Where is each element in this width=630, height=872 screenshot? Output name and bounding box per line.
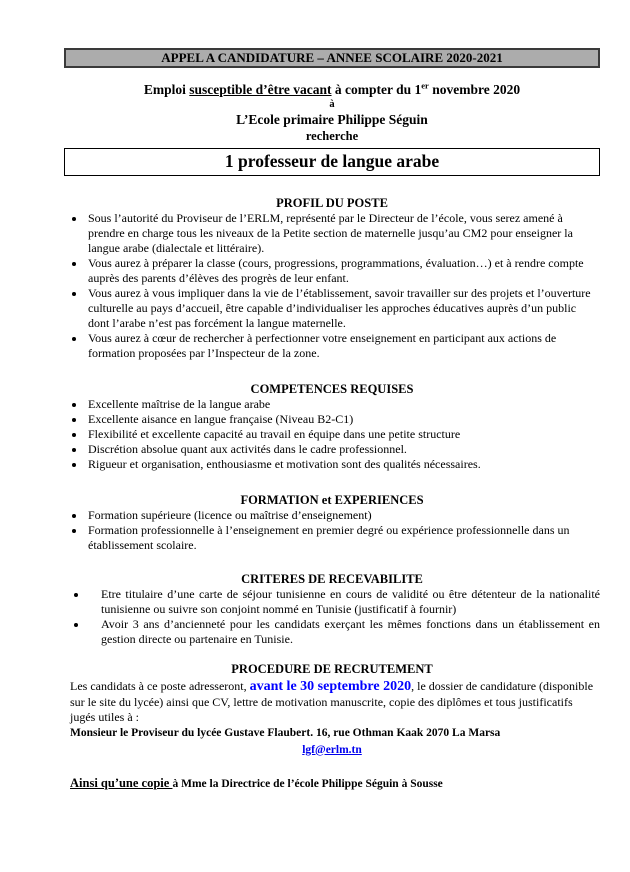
school-name: L’Ecole primaire Philippe Séguin xyxy=(236,112,428,127)
copy-instruction-rest: à Mme la Directrice de l’école Philippe Séguin à Sousse xyxy=(172,777,443,790)
bullet-item: • Excellente aisance en langue française (Niveau B2-C1) xyxy=(86,412,600,427)
section-heading-competences: COMPETENCES REQUISES xyxy=(250,382,414,396)
bullet-item: • Vous aurez à cœur de rechercher à perfectionner votre enseignement en participant aux actions de formation proposées par l’Inspecteur de la zone. xyxy=(86,331,600,361)
ordinal-superscript: er xyxy=(421,80,429,91)
vacancy-line-underlined: susceptible d’être vacant xyxy=(189,82,332,97)
vacancy-line-prefix: Emploi xyxy=(143,82,190,97)
vacancy-line xyxy=(64,82,600,98)
section-heading-profil: PROFIL DU POSTE xyxy=(276,196,388,210)
bullet-item: • Flexibilité et excellente capacité au travail en équipe dans une petite structure xyxy=(86,427,600,442)
bullet-item: • Sous l’autorité du Proviseur de l’ERLM, représenté par le Directeur de l’école, vous serez amené à prendre en charge tous les niveaux de la Petite section de maternelle jusqu’au CM2 pour enseigner la langue arabe (dialectale et littéraire). xyxy=(86,211,600,256)
bullet-item: • Vous aurez à préparer la classe (cours, progressions, programmations, évaluation…) et à rendre compte auprès des parents d’élèves des progrès de leur enfant. xyxy=(86,256,600,286)
section-heading-procedure: PROCEDURE DE RECRUTEMENT xyxy=(231,662,433,676)
email-link[interactable]: lgf@erlm.tn xyxy=(302,743,362,756)
bullet-item: • Excellente maîtrise de la langue arabe xyxy=(86,397,600,412)
preposition-line: à xyxy=(329,99,335,110)
procedure-text-prefix: Les candidats à ce poste adresseront, xyxy=(70,679,250,693)
section-heading-formation: FORMATION et EXPERIENCES xyxy=(240,493,424,507)
recherche-line: recherche xyxy=(305,129,359,143)
position-box xyxy=(64,148,600,176)
formation-bullet-list xyxy=(70,508,600,553)
copy-instruction-underlined: Ainsi qu’une copie xyxy=(70,775,173,790)
section-heading-criteres: CRITERES DE RECEVABILITE xyxy=(241,572,423,586)
procedure-text-suffix: , le dossier de candidature (disponible sur le site du lycée) ainsi que CV, lettre de motivation manuscrite, copie des diplômes et tous justificatifs jugés utiles à : xyxy=(70,679,594,724)
procedure-paragraph xyxy=(64,679,600,726)
vacancy-line-suffix: novembre 2020 xyxy=(428,82,521,97)
bullet-item: • Formation supérieure (licence ou maîtrise d’enseignement) xyxy=(86,508,600,523)
criteres-bullet-list xyxy=(72,587,600,647)
bullet-item: • Avoir 3 ans d’ancienneté pour les candidats exerçant les mêmes fonctions dans un établissement en gestion directe ou partenaire en Tunisie. xyxy=(88,617,600,647)
bullet-item: • Rigueur et organisation, enthousiasme et motivation sont des qualités nécessaires. xyxy=(86,457,600,472)
header-banner-text: APPEL A CANDIDATURE – ANNEE SCOLAIRE 2020-2021 xyxy=(161,50,503,65)
profil-bullet-list xyxy=(70,211,600,361)
bullet-item: • Discrétion absolue quant aux activités dans le cadre professionnel. xyxy=(86,442,600,457)
competences-bullet-list xyxy=(70,397,600,472)
vacancy-line-mid: à compter du 1 xyxy=(331,82,422,97)
position-title: 1 professeur de langue arabe xyxy=(224,151,440,171)
bullet-item: • Vous aurez à vous impliquer dans la vie de l’établissement, savoir travailler sur des projets et l’ouverture culturelle au pays d’accueil, être capable d’individualiser les approches éducatives auprès d’un public dont l’arabe n’est pas forcément la langue maternelle. xyxy=(86,286,600,331)
copy-instruction xyxy=(64,775,600,792)
vacancy-intro xyxy=(64,82,600,144)
bullet-item: • Formation professionnelle à l’enseignement en premier degré ou expérience professionnelle dans un établissement scolaire. xyxy=(86,523,600,553)
application-deadline: avant le 30 septembre 2020 xyxy=(249,679,412,694)
email-line xyxy=(64,741,600,758)
recipient-address: Monsieur le Proviseur du lycée Gustave Flaubert. 16, rue Othman Kaak 2070 La Marsa xyxy=(70,726,501,739)
bullet-item: • Etre titulaire d’une carte de séjour tunisienne en cours de validité ou être détenteur de la nationalité tunisienne ou suivre son conjoint nommé en Tunisie (justificatif à fournir) xyxy=(88,587,600,617)
header-banner xyxy=(64,48,600,68)
